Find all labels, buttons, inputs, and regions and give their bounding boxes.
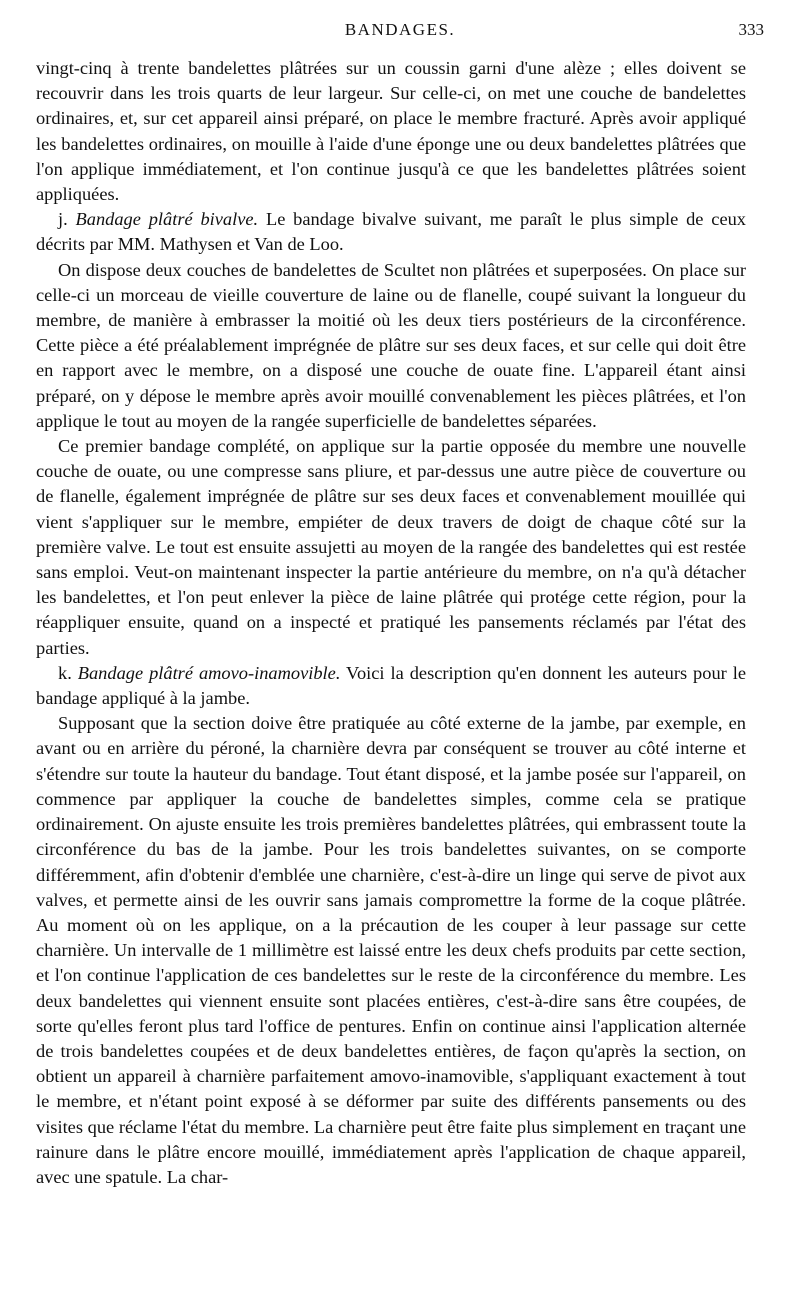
- paragraph-text: Ce premier bandage complété, on applique sur la partie opposée du membre une nouvelle couche de ouate, ou une compresse sans pliure, et par-dessus une autre pièce de couverture ou de flanelle, également imprégnée de plâtre sur ses deux faces et convenablement mouillée qui vient s'appliquer sur le membre, empiéter de deux travers de doigt de chaque côté sur la première valve. Le tout est ensuite assujetti au moyen de la rangée des bandelettes qui est restée sans emploi. Veut-on maintenant inspecter la partie antérieure du membre, on n'a qu'à détacher les bandelettes, et l'on peut enlever la pièce de laine plâtrée qui protége cette région, pour la réappliquer ensuite, quand on a inspecté et pratiqué les pansements réclamés par l'état des parties.: [36, 436, 746, 658]
- paragraph: [36, 711, 746, 1190]
- paragraph-continuation: [36, 56, 746, 207]
- paragraph-bandage-bivalve: [36, 207, 746, 257]
- section-heading: Bandage plâtré amovo-inamovible.: [77, 662, 341, 683]
- item-letter: k.: [58, 662, 78, 683]
- body-text: [36, 56, 746, 1190]
- paragraph: [36, 434, 746, 661]
- paragraph-text: Supposant que la section doive être pratiquée au côté externe de la jambe, par exemple, en avant ou en arrière du péroné, la charnière devra par conséquent se trouver au côté interne et s'étendre sur toute la hauteur du bandage. Tout étant disposé, et la jambe posée sur l'appareil, on commence par appliquer la couche de bandelettes simples, comme cela se pratique ordinairement. On ajuste ensuite les trois premières bandelettes plâtrées, qui embrassent toute la circonférence du bas de la jambe. Pour les trois bandelettes suivantes, on se comporte différemment, afin d'obtenir d'emblée une charnière, c'est-à-dire un linge qui serve de pivot aux valves, et permette ainsi de les ouvrir sans jamais compromettre la forme de la coque plâtrée. Au moment où on les applique, on a la précaution de les couper à leur passage sur cette charnière. Un intervalle de 1 millimètre est laissé entre les deux chefs produits par cette section, et l'on continue l'application de ces bandelettes sur le reste de la circonférence du membre. Les deux bandelettes qui viennent ensuite sont placées entières, c'est-à-dire sans être coupées, de sorte qu'elles feront plus tard l'office de pentures. Enfin on continue ainsi l'application alternée de trois bandelettes coupées et de deux bandelettes entières, de façon qu'après la section, on obtient un appareil à charnière parfaitement amovo-inamovible, s'appliquant exactement à tout le membre, et n'étant point exposé à se déformer par suite des différents pansements ou des visites que réclame l'état du membre. La charnière peut être faite plus simplement en traçant une rainure dans le plâtre encore mouillé, immédiatement après l'application de chaque appareil, avec une spatule. La char-: [36, 713, 746, 1187]
- paragraph-text: On dispose deux couches de bandelettes de Scultet non plâtrées et superposées. On place sur celle-ci un morceau de vieille couverture de laine ou de flanelle, coupé suivant la longueur du membre, de manière à embrasser la moitié où les deux tiers postérieurs de la circonférence. Cette pièce a été préalablement imprégnée de plâtre sur ses deux faces, et sur celle qui doit être en rapport avec le membre, on a disposé une couche de ouate fine. L'appareil étant ainsi préparé, on y dépose le membre après avoir mouillé convenablement les pièces plâtrées, et l'on applique le tout au moyen de la rangée superficielle de bandelettes séparées.: [36, 259, 746, 431]
- page-number: 333: [738, 20, 764, 39]
- running-title: BANDAGES.: [344, 20, 456, 39]
- paragraph-bandage-amovo-inamovible: [36, 661, 746, 711]
- paragraph: [36, 258, 746, 434]
- paragraph-text: Le bandage bivalve suivant, me paraît le plus simple de ceux décrits par MM. Mathysen et Van de Loo.: [36, 209, 746, 255]
- section-heading: Bandage plâtré bivalve.: [75, 209, 259, 230]
- item-letter: j.: [58, 209, 76, 230]
- paragraph-text: Voici la description qu'en donnent les auteurs pour le bandage appliqué à la jambe.: [36, 662, 746, 709]
- paragraph-text: vingt-cinq à trente bandelettes plâtrées sur un coussin garni d'une alèze ; elles doivent se recouvrir dans les trois quarts de leur largeur. Sur celle-ci, on met une couche de bandelettes ordinaires, et, sur cet appareil ainsi préparé, on place le membre fracturé. Après avoir appliqué les bandelettes ordinaires, on mouille à l'aide d'une éponge une ou deux bandelettes plâtrées que l'on applique immédiatement, et l'on continue jusqu'à ce que les bandelettes plâtrées soient appliquées.: [36, 58, 746, 205]
- running-head: [36, 20, 764, 46]
